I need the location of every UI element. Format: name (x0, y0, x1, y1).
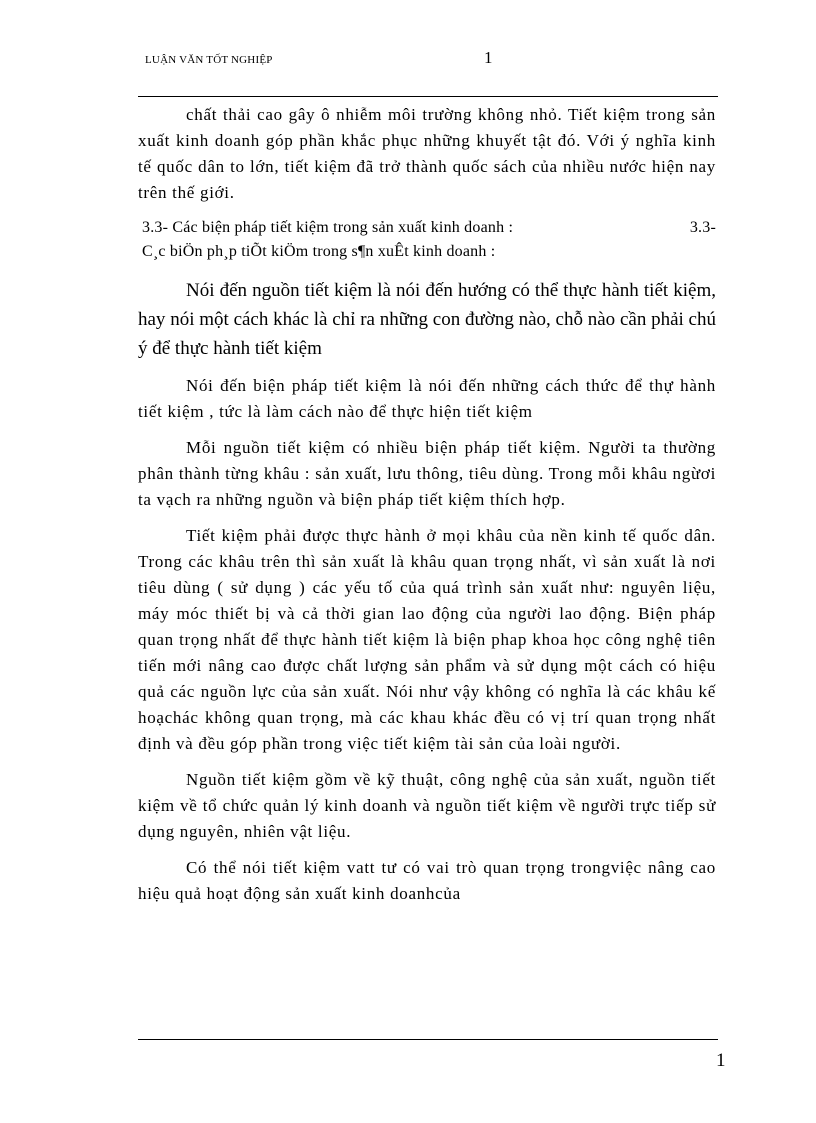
header-page-number: 1 (484, 48, 493, 67)
header-divider (138, 96, 718, 97)
section-heading (142, 216, 716, 264)
page-body (138, 102, 716, 917)
footer-page-number: 1 (716, 1050, 726, 1071)
paragraph-origin: Nguồn tiết kiệm gồm về kỹ thuật, công nghệ của sản xuất, nguồn tiết kiệm về tổ chức quản lý kinh doanh và nguồn tiết kiệm về người trực tiếp sử dụng nguyên, nhiên vật liệu. (138, 770, 716, 841)
running-header-title: LUẬN VĂN TỐT NGHIỆP (145, 54, 273, 66)
section-heading-text: 3.3- Các biện pháp tiết kiệm trong sản xuất kinh doanh : (142, 219, 514, 236)
section-heading-number: 3.3- (689, 219, 716, 236)
paragraph-measures: Nói đến biện pháp tiết kiệm là nói đến những cách thức để thự hành tiết kiệm , tức là làm cách nào để thực hiện tiết kiệm (138, 376, 716, 421)
paragraph-practice: Tiết kiệm phải được thực hành ở mọi khâu của nền kinh tế quốc dân. Trong các khâu trên thì sản xuất là khâu quan trọng nhất, vì sản xuất là nơi tiêu dùng ( sử dụng ) các yếu tố của quá trình sản xuất như: nguyên liệu, máy móc thiết bị và cả thời gian lao động của người lao động. Biện pháp quan trọng nhất để thực hành tiết kiệm là biện phap khoa học công nghệ tiên tiến mới nâng cao được chất lượng sản phẩm và sử dụng một cách có hiệu quả các nguồn lực của sản xuất. Nói như vậy không có nghĩa là các khâu kế hoạchác không quan trọng, mà các khau khác đều có vị trí quan trọng nhất định và đều góp phần trong việc tiết kiệm tài sản của loài người. (138, 526, 716, 753)
section-heading-garbled: C¸c biÖn ph¸p tiÕt kiÖm trong s¶n xuÊt kinh doanh : (142, 243, 496, 260)
paragraph-sources: Nói đến nguồn tiết kiệm là nói đến hướng có thể thực hành tiết kiệm, hay nói một cách khác là chỉ ra những con đường nào, chỗ nào cần phải chú ý để thực hành tiết kiệm (138, 280, 716, 359)
paragraph-role: Có thể nói tiết kiệm vatt tư có vai trò quan trọng trongviệc nâng cao hiệu quả hoạt động sản xuất kinh doanhcủa (138, 858, 716, 903)
footer-divider (138, 1039, 718, 1040)
paragraph-continuation: chất thải cao gây ô nhiễm môi trường không nhỏ. Tiết kiệm trong sản xuất kinh doanh góp phần khắc phục những khuyết tật đó. Với ý nghĩa kinh tế quốc dân to lớn, tiết kiệm đã trở thành quốc sách của nhiều nước hiện nay trên thế giới. (138, 105, 716, 202)
paragraph-stages: Mỗi nguồn tiết kiệm có nhiều biện pháp tiết kiệm. Người ta thường phân thành từng khâu : sản xuất, lưu thông, tiêu dùng. Trong mỗi khâu ngừơi ta vạch ra những nguồn và biện pháp tiết kiệm thích hợp. (138, 438, 716, 509)
